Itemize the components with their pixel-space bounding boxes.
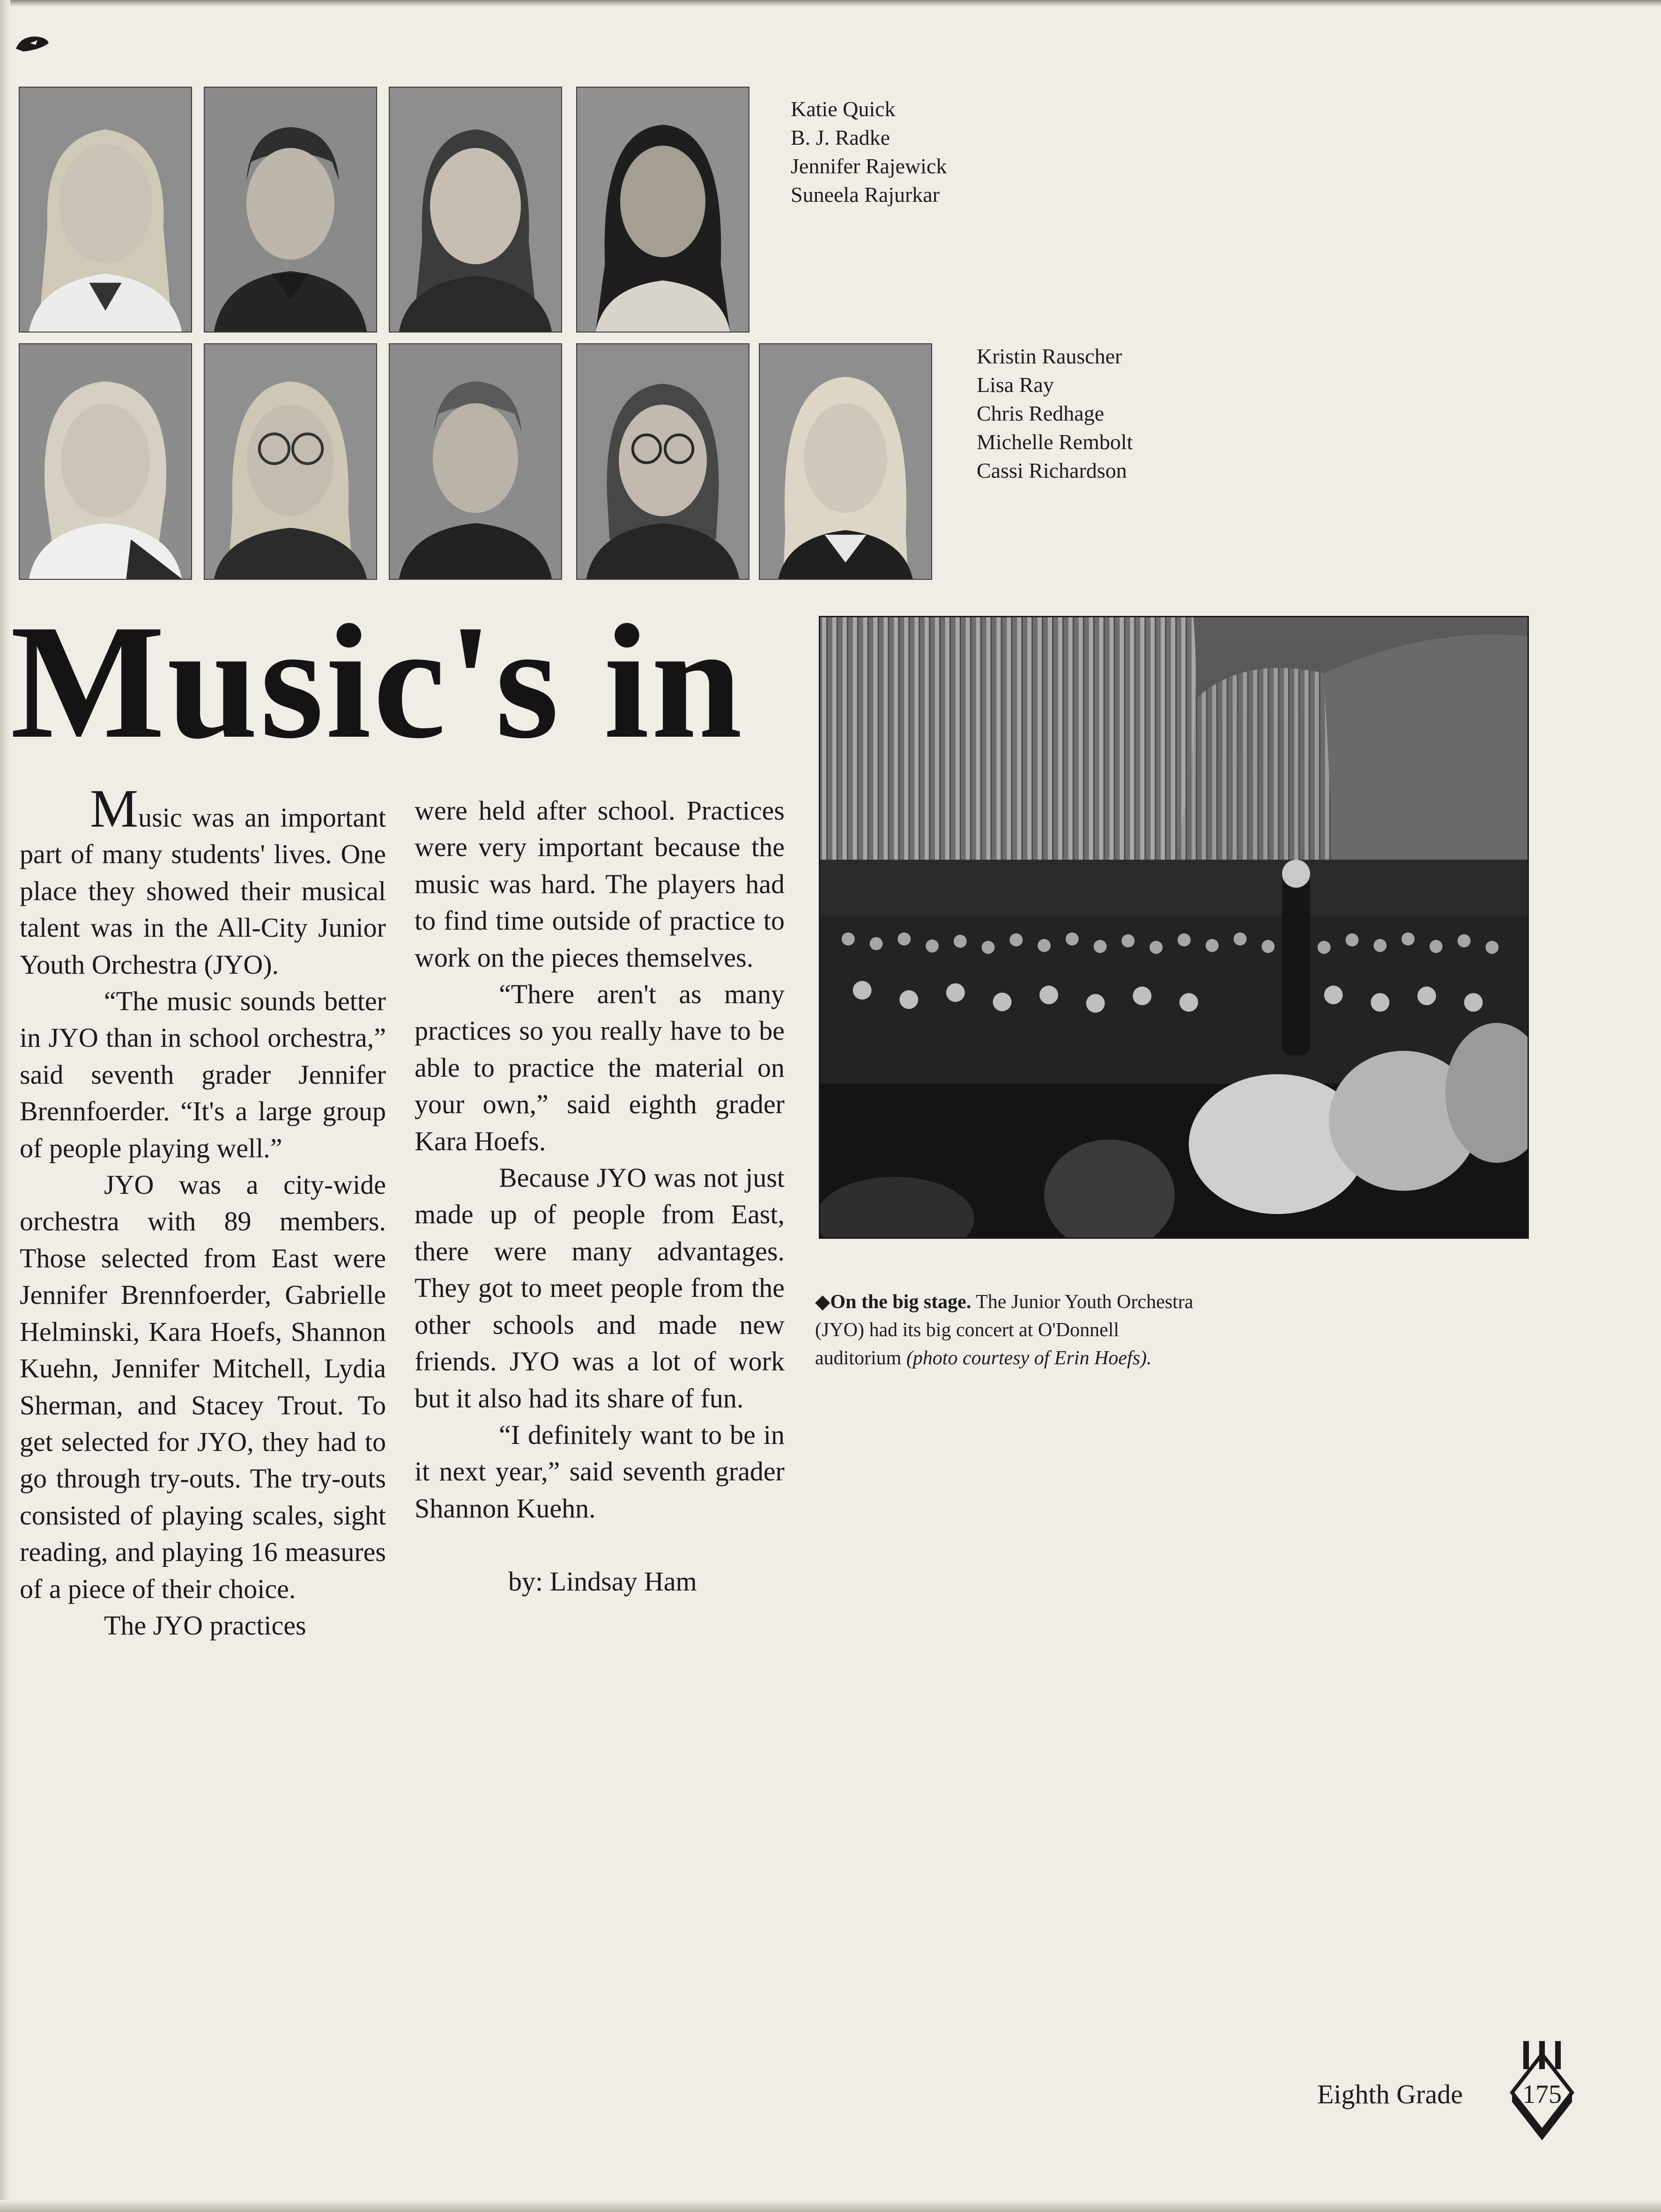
caption-lead: On the big stage. xyxy=(830,1291,971,1313)
name-label: Michelle Rembolt xyxy=(977,430,1133,454)
scan-left-edge xyxy=(0,0,10,2212)
drop-cap: M xyxy=(90,779,139,839)
name-label: Kristin Rauscher xyxy=(977,344,1122,368)
paragraph: Music was an important part of many students' lives. One place they showed their musical talent was in the All-City Junior Youth Orchestra (JYO). xyxy=(20,779,386,980)
portrait-michelle-rembolt xyxy=(576,343,749,580)
corner-logo-icon xyxy=(14,34,52,53)
name-label: Katie Quick xyxy=(791,97,896,121)
scan-top-edge xyxy=(0,0,1661,7)
page-number: 175 xyxy=(1522,2080,1562,2109)
paragraph: Because JYO was not just made up of people from East, there were many advantages. They got to meet people from the other schools and made new friends. JYO was a lot of work but it also had its share of fun. xyxy=(415,1162,785,1413)
name-label: Chris Redhage xyxy=(977,401,1105,425)
portrait-jennifer-rajewick xyxy=(389,87,562,333)
portrait-suneela-rajurkar xyxy=(576,87,749,333)
name-label: B. J. Radke xyxy=(791,126,890,149)
byline: by: Lindsay Ham xyxy=(508,1566,697,1597)
scan-bottom-edge xyxy=(0,2200,1661,2212)
name-label: Lisa Ray xyxy=(977,373,1054,397)
portrait-chris-redhage xyxy=(389,343,562,580)
name-label: Cassi Richardson xyxy=(977,459,1127,482)
portrait-bj-radke xyxy=(204,87,377,333)
row1-names xyxy=(791,95,947,209)
portrait-katie-quick xyxy=(19,87,192,333)
paragraph: “There aren't as many practices so you really have to be able to practice the material on your own,” said eighth grader Kara Hoefs. xyxy=(415,979,785,1156)
photo-caption xyxy=(815,1288,1199,1372)
orchestra-photo xyxy=(819,616,1529,1239)
name-label: Suneela Rajurkar xyxy=(791,183,940,207)
paragraph: “I definitely want to be in it next year,” said seventh grader Shannon Kuehn. xyxy=(415,1419,785,1524)
section-label: Eighth Grade xyxy=(1317,2079,1463,2109)
article-column-2 xyxy=(415,792,785,1600)
diamond-bullet-icon: ◆ xyxy=(815,1291,830,1313)
paragraph: “The music sounds better in JYO than in school orchestra,” said seventh grader Jennifer Brennfoerder. “It's a large group of people playing well.” xyxy=(20,986,386,1163)
caption-body: The Junior Youth Orchestra (JYO) had its big concert at O'Donnell auditorium xyxy=(815,1291,1194,1369)
portrait-cassi-richardson xyxy=(759,343,932,580)
row2-names xyxy=(977,342,1133,485)
article-column-1 xyxy=(20,779,386,1644)
portrait-lisa-ray xyxy=(204,343,377,580)
name-label: Jennifer Rajewick xyxy=(791,154,947,178)
paragraph: JYO was a city-wide orchestra with 89 members. Those selected from East were Jennifer Brennfoerder, Gabrielle Helminski, Kara Hoefs, Shannon Kuehn, Jennifer Mitchell, Lydia Sherman, and Stacey Trout. To get selected for JYO, they had to go through try-outs. The try-outs consisted of playing scales, sight reading, and playing 16 measures of a piece of their choice. xyxy=(20,1169,386,1604)
paragraph: were held after school. Practices were very important because the music was hard. The players had to find time outside of practice to work on the pieces themselves. xyxy=(415,795,785,973)
paragraph: The JYO practices xyxy=(104,1610,306,1641)
headline: Music's in xyxy=(10,591,744,772)
photo-credit: (photo courtesy of Erin Hoefs). xyxy=(906,1347,1152,1369)
portrait-kristin-rauscher xyxy=(19,343,192,580)
